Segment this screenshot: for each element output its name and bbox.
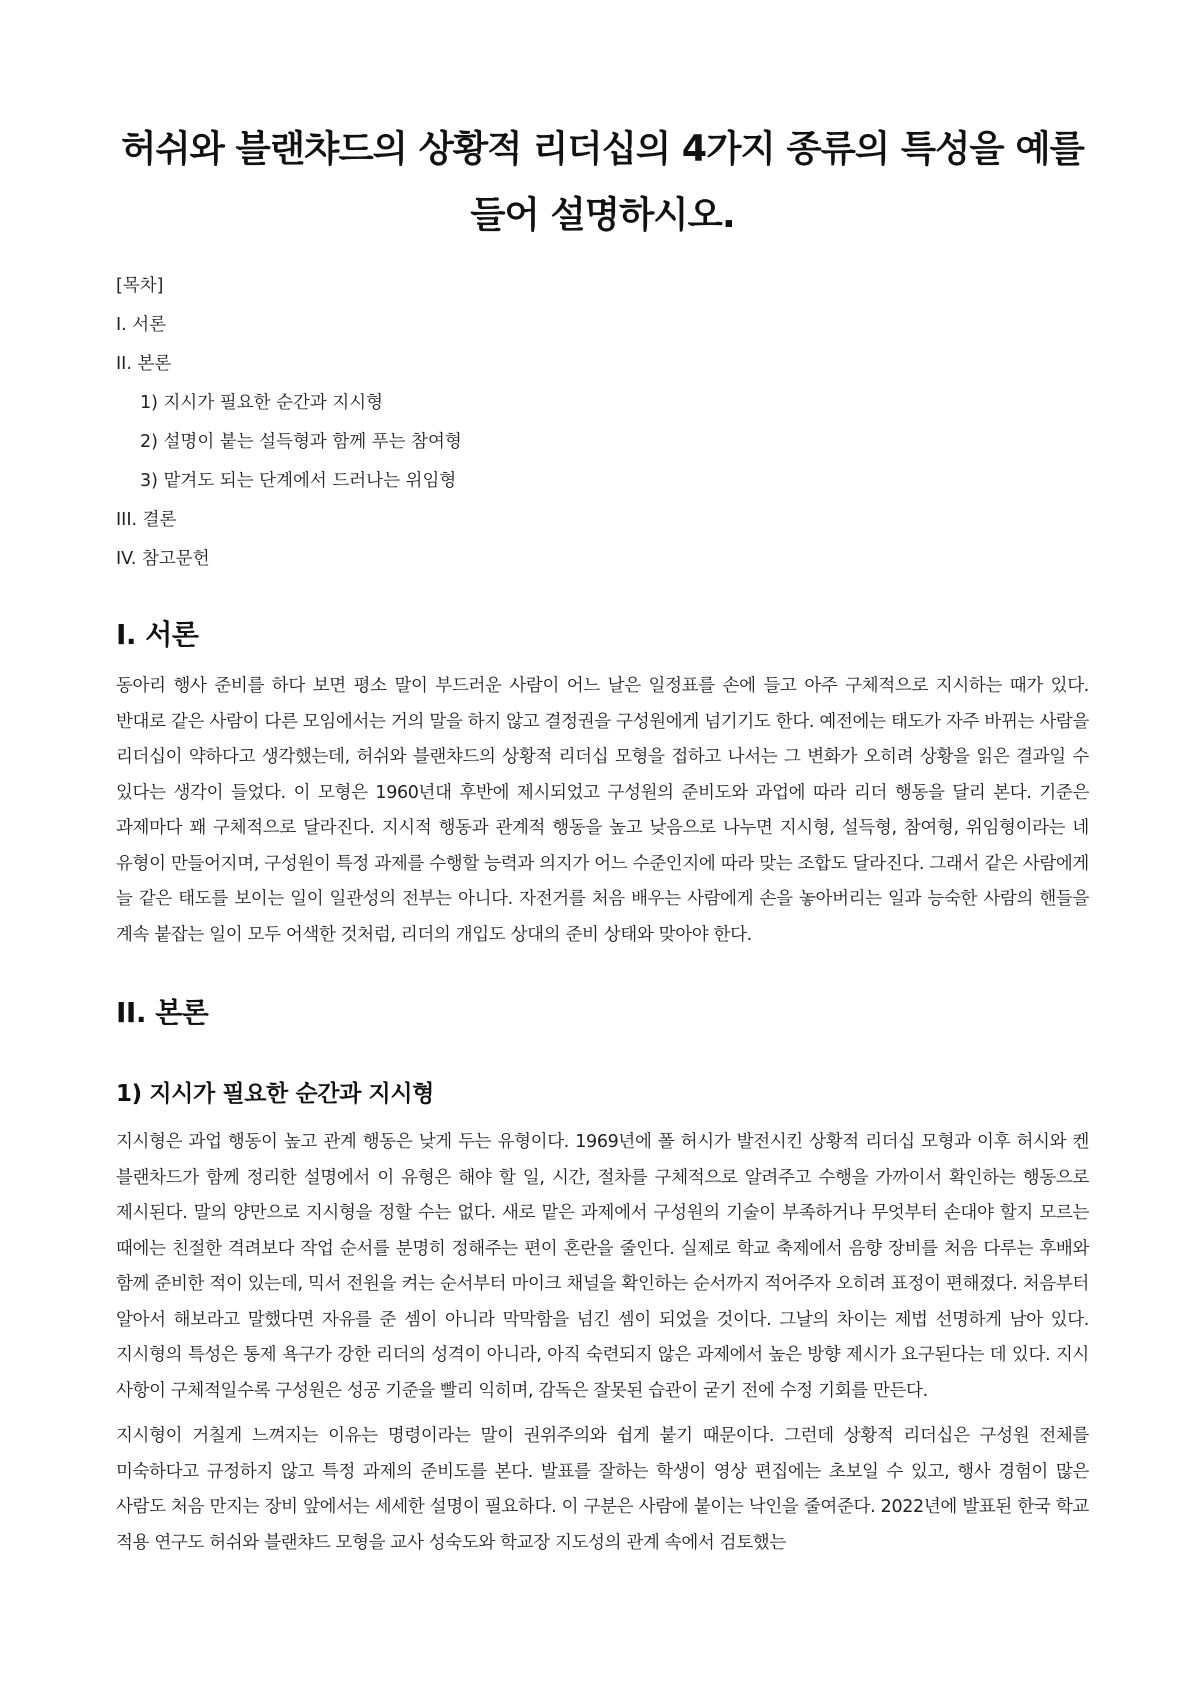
table-of-contents <box>116 267 1089 579</box>
toc-heading: [목차] <box>116 276 164 296</box>
toc-item-body-1: 1) 지시가 필요한 순간과 지시형 <box>140 393 384 413</box>
intro-paragraph: 동아리 행사 준비를 하다 보면 평소 말이 부드러운 사람이 어느 날은 일정표를 손에 들고 아주 구체적으로 지시하는 때가 있다. 반대로 같은 사람이 다른 모임에서는 거의 말을 하지 않고 결정권을 구성원에게 넘기기도 한다. 예전에는 태도가 자주 바뀌는 사람을 리더십이 약하다고 생각했는데, 허쉬와 블랜챠드의 상황적 리더십 모형을 접하고 나서는 그 변화가 오히려 상황을 읽은 결과일 수 있다는 생각이 들었다. 이 모형은 1960년대 후반에 제시되었고 구성원의 준비도와 과업에 따라 리더 행동을 달리 본다. 기준은 과제마다 꽤 구체적으로 달라진다. 지시적 행동과 관계적 행동을 높고 낮음으로 나누면 지시형, 설득형, 참여형, 위임형이라는 네 유형이 만들어지며, 구성원이 특정 과제를 수행할 능력과 의지가 어느 수준인지에 따라 맞는 조합도 달라진다. 그래서 같은 사람에게 늘 같은 태도를 보이는 일이 일관성의 전부는 아니다. 자전거를 처음 배우는 사람에게 손을 놓아버리는 일과 능숙한 사람의 핸들을 계속 붙잡는 일이 모두 어색한 것처럼, 리더의 개입도 상대의 준비 상태와 맞아야 한다. <box>116 676 1089 945</box>
toc-item-body: II. 본론 <box>116 354 172 374</box>
section-heading-intro: I. 서론 <box>116 618 199 651</box>
document-title: 허쉬와 블랜챠드의 상황적 리더십의 4가지 종류의 특성을 예를 들어 설명하시오. <box>121 127 1084 236</box>
directing-paragraph-2: 지시형이 거칠게 느껴지는 이유는 명령이라는 말이 권위주의와 쉽게 붙기 때문이다. 그런데 상황적 리더십은 구성원 전체를 미숙하다고 규정하지 않고 특정 과제의 준비도를 본다. 발표를 잘하는 학생이 영상 편집에는 초보일 수 있고, 행사 경험이 많은 사람도 처음 만지는 장비 앞에서는 세세한 설명이 필요하다. 이 구분은 사람에 붙이는 낙인을 줄여준다. 2022년에 발표된 한국 학교 적용 연구도 허쉬와 블랜챠드 모형을 교사 성숙도와 학교장 지도성의 관계 속에서 검토했는 <box>116 1426 1089 1553</box>
toc-item-body-3: 3) 맡겨도 되는 단계에서 드러나는 위임형 <box>140 471 457 491</box>
toc-item-intro: I. 서론 <box>116 315 167 335</box>
toc-item-references: IV. 참고문헌 <box>116 549 210 569</box>
toc-item-body-2: 2) 설명이 붙는 설득형과 함께 푸는 참여형 <box>140 432 462 452</box>
section-heading-body: II. 본론 <box>116 996 209 1029</box>
directing-paragraph-1: 지시형은 과업 행동이 높고 관계 행동은 낮게 두는 유형이다. 1969년에 폴 허시가 발전시킨 상황적 리더십 모형과 이후 허시와 켄 블랜차드가 함께 정리한 설명에서 이 유형은 해야 할 일, 시간, 절차를 구체적으로 알려주고 수행을 가까이서 확인하는 행동으로 제시된다. 말의 양만으로 지시형을 정할 수는 없다. 새로 맡은 과제에서 구성원의 기술이 부족하거나 무엇부터 손대야 할지 모르는 때에는 친절한 격려보다 작업 순서를 분명히 정해주는 편이 혼란을 줄인다. 실제로 학교 축제에서 음향 장비를 처음 다루는 후배와 함께 준비한 적이 있는데, 믹서 전원을 켜는 순서부터 마이크 채널을 확인하는 순서까지 적어주자 오히려 표정이 편해졌다. 처음부터 알아서 해보라고 말했다면 자유를 준 셈이 아니라 막막함을 넘긴 셈이 되었을 것이다. 그날의 차이는 제법 선명하게 남아 있다. 지시형의 특성은 통제 욕구가 강한 리더의 성격이 아니라, 아직 숙련되지 않은 과제에서 높은 방향 제시가 요구된다는 데 있다. 지시 사항이 구체적일수록 구성원은 성공 기준을 빨리 익히며, 감독은 잘못된 습관이 굳기 전에 수정 기회를 만든다. <box>116 1132 1089 1401</box>
toc-item-conclusion: III. 결론 <box>116 510 177 530</box>
subsection-heading-directing: 1) 지시가 필요한 순간과 지시형 <box>116 1081 434 1107</box>
